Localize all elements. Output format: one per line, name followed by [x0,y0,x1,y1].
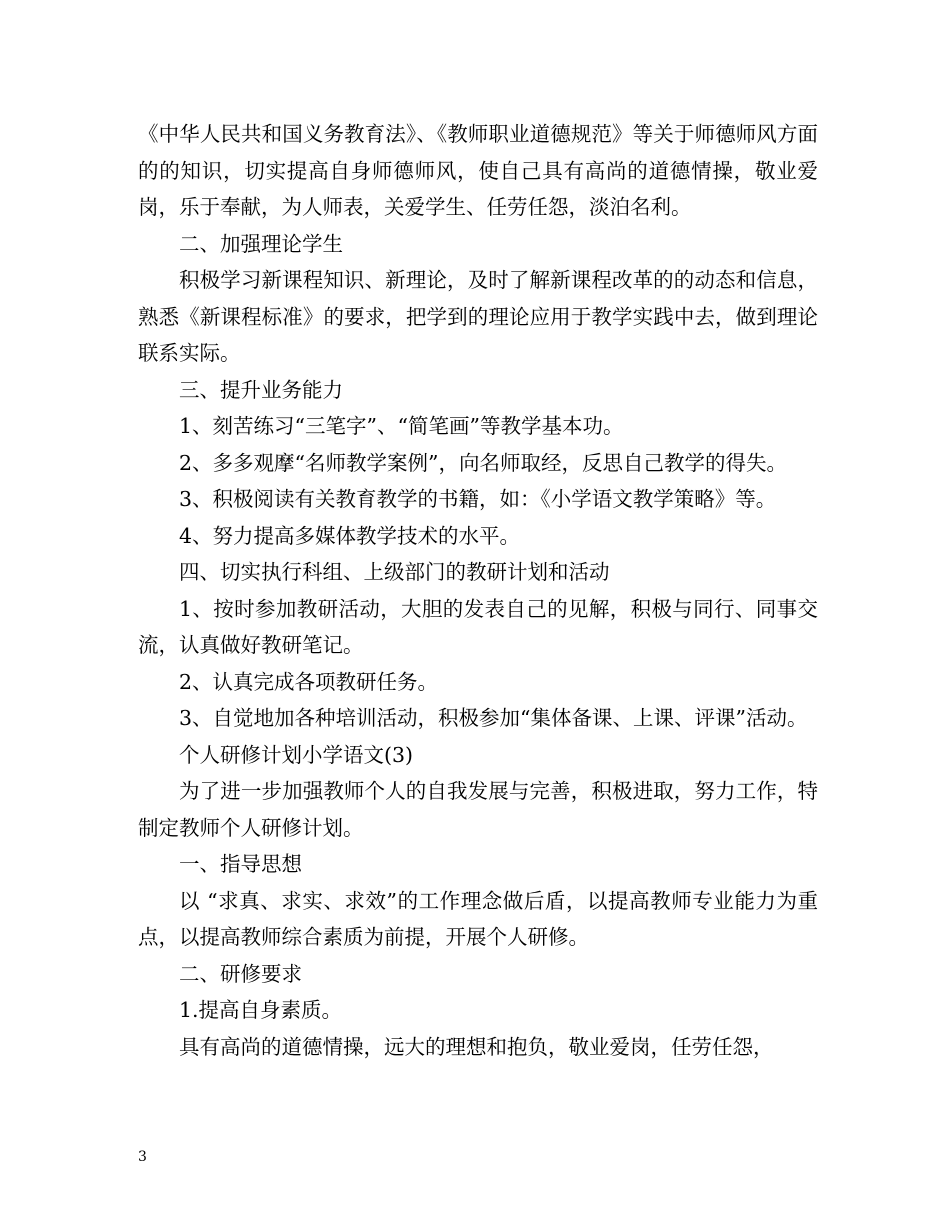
list-item: 3、积极阅读有关教育教学的书籍，如：《小学语文教学策略》等。 [179,487,777,511]
section-heading: 一、指导思想 [179,852,302,876]
list-item: 3、自觉地加各种培训活动，积极参加“集体备课、上课、评课”活动。 [179,706,808,730]
paragraph: 积极学习新课程知识、新理论，及时了解新课程改革的的动态和信息，熟悉《新课程标准》的要求，把学到的理论应用于教学实践中去，做到理论联系实际。 [138,268,818,365]
list-item: 2、认真完成各项教研任务。 [179,669,439,694]
section-heading: 二、加强理论学生 [179,231,343,256]
list-item: 1、按时参加教研活动，大胆的发表自己的见解，积极与同行、同事交流，认真做好教研笔记。 [138,596,818,657]
paragraph: 具有高尚的道德情操，远大的理想和抱负，敬业爱岗，任劳任怨， [179,1034,774,1059]
list-item: 2、多多观摩“名师教学案例”，向名师取经，反思自己教学的得失。 [179,450,788,475]
list-item: 1.提高自身素质。 [179,998,343,1022]
section-heading: 二、研修要求 [179,961,302,986]
section-heading: 四、切实执行科组、上级部门的教研计划和活动 [179,560,610,584]
list-item: 4、努力提高多媒体教学技术的水平。 [179,523,521,548]
document-title: 个人研修计划小学语文(3) [179,742,414,767]
section-heading: 三、提升业务能力 [179,377,343,402]
paragraph: 以 “求真、求实、求效”的工作理念做后盾，以提高教师专业能力为重点，以提高教师综合素质为前提，开展个人研修。 [138,888,818,949]
paragraph: 《中华人民共和国义务教育法》、《教师职业道德规范》等关于师德师风方面的的知识，切实提高自身师德师风，使自己具有高尚的道德情操，敬业爱岗，乐于奉献，为人师表，关爱学生、任劳任怨，淡泊名利。 [138,122,818,219]
paragraph: 为了进一步加强教师个人的自我发展与完善，积极进取，努力工作，特制定教师个人研修计划。 [138,779,818,840]
page-number: 3 [138,1149,147,1165]
document-body [138,116,818,1065]
list-item: 1、刻苦练习“三笔字”、“简笔画”等教学基本功。 [179,414,624,438]
